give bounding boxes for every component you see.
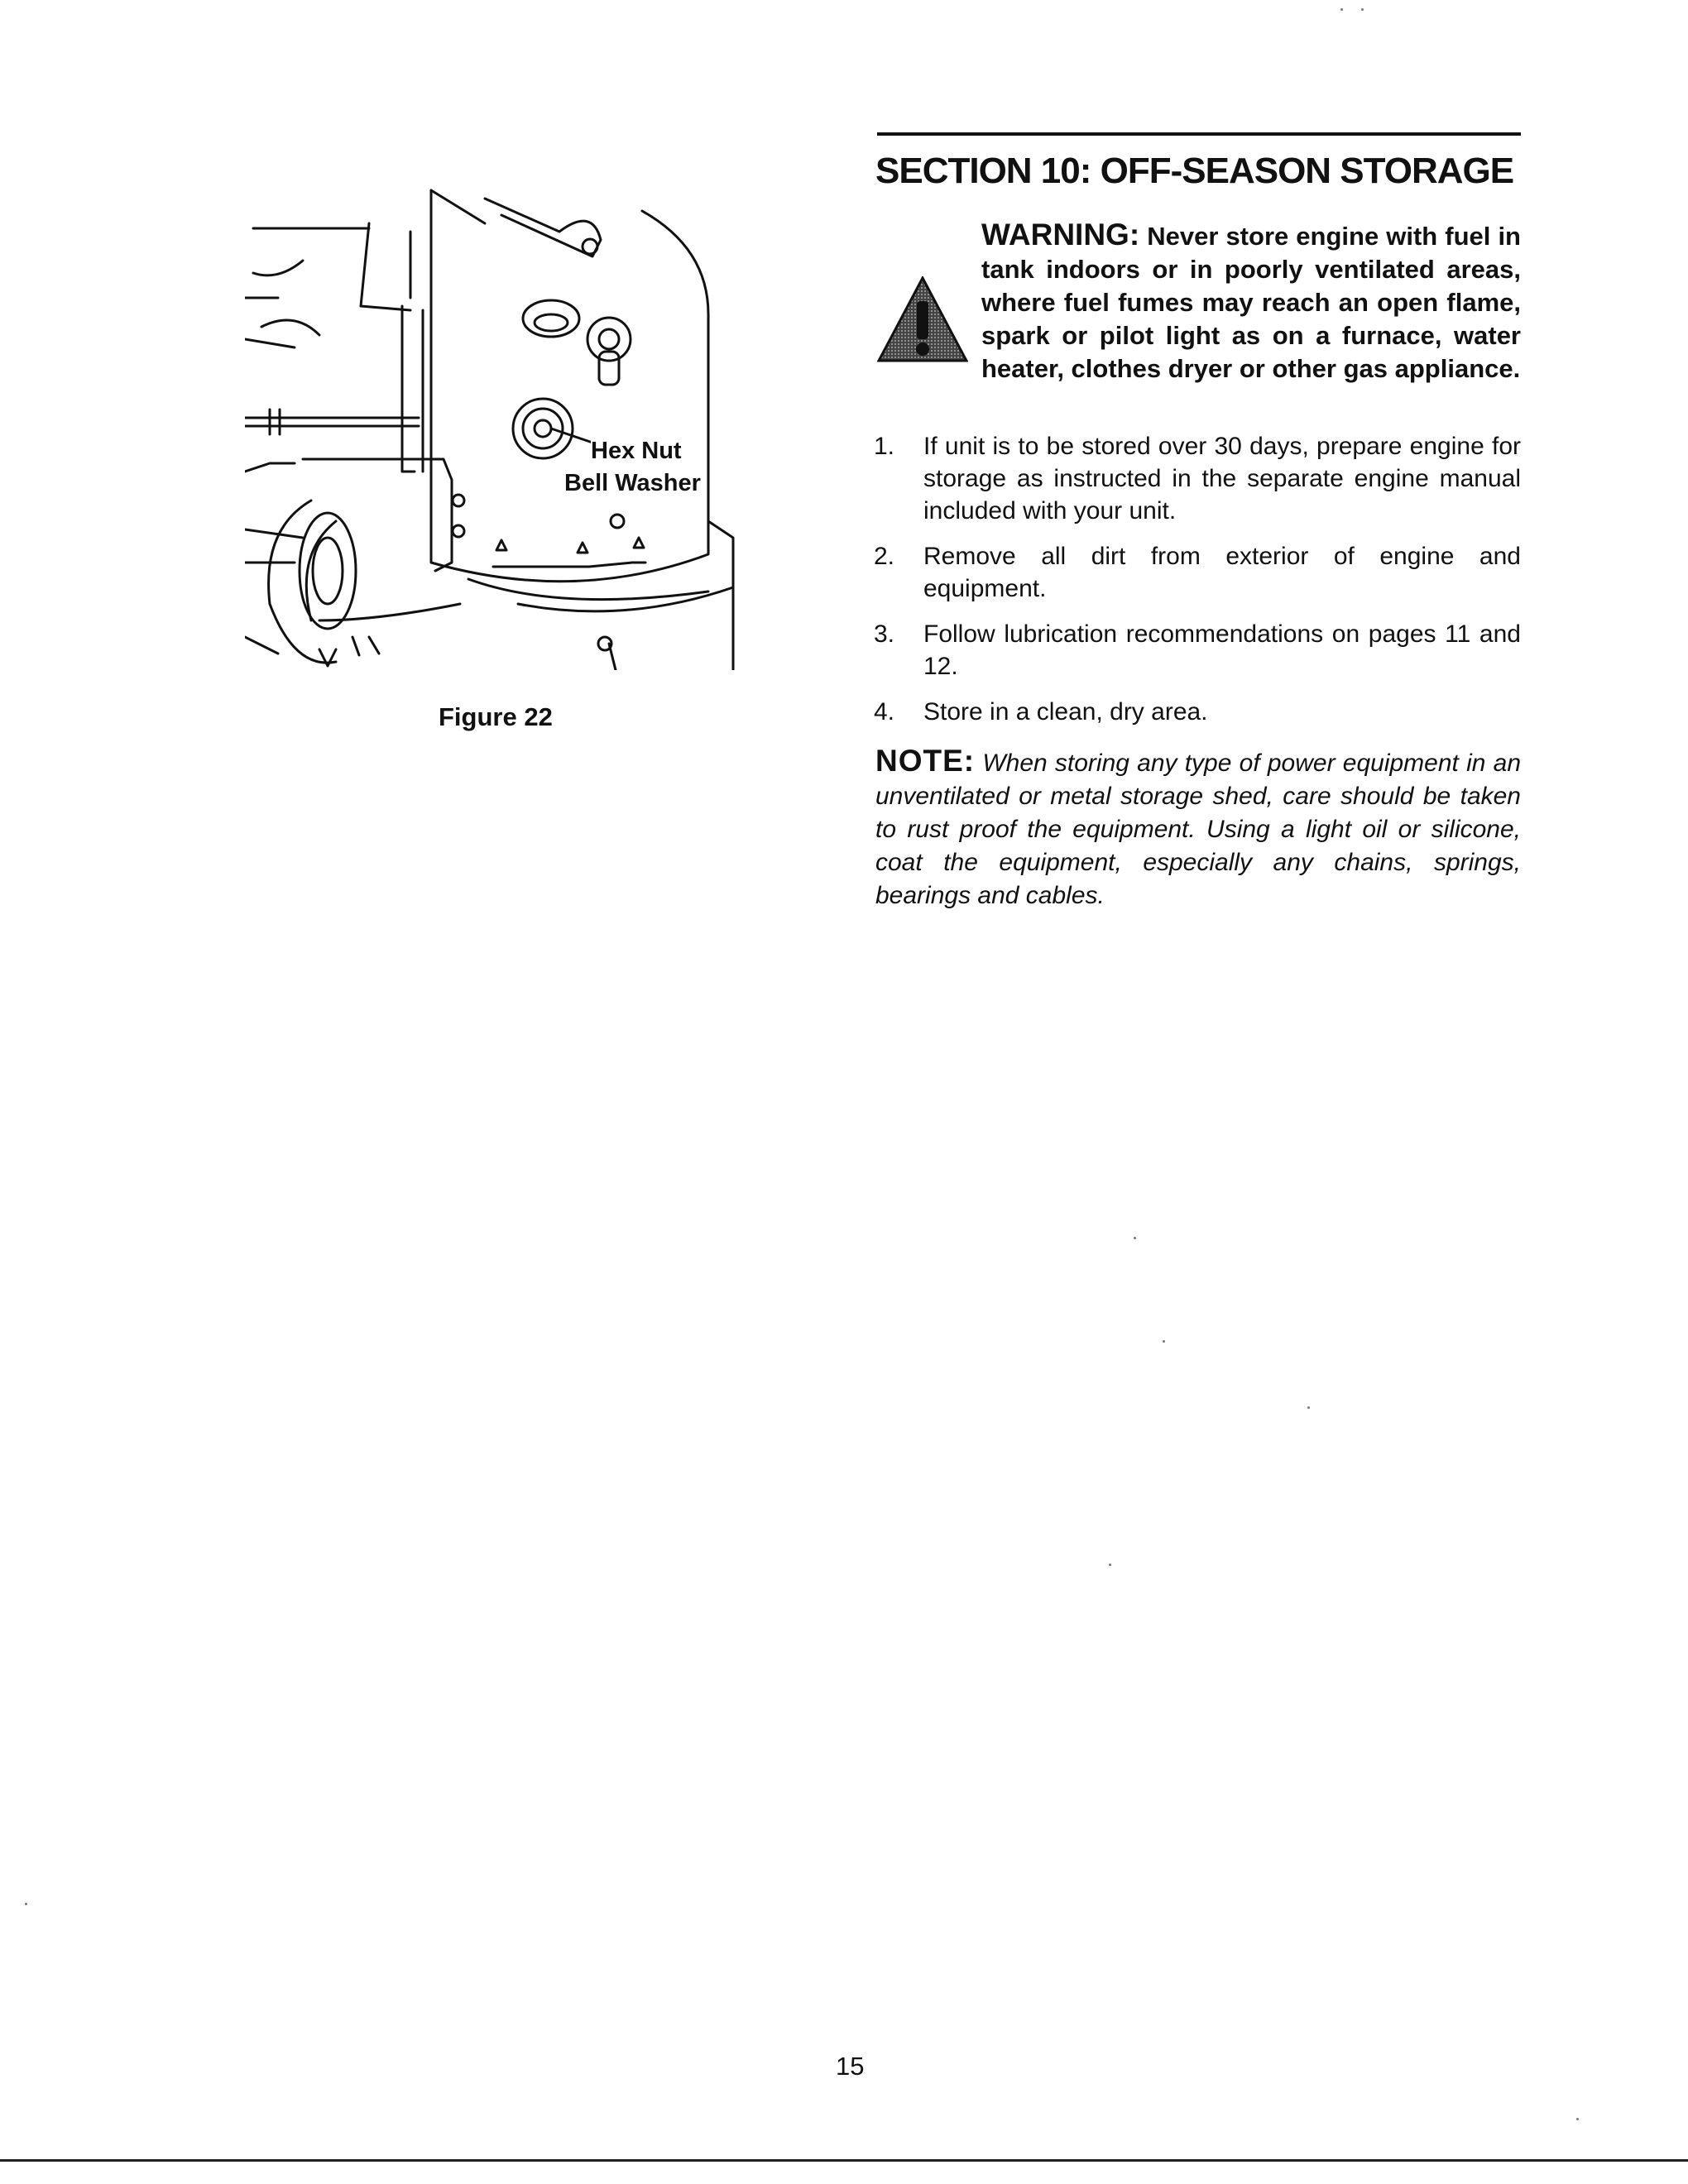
hex-nut-callout: Hex Nut — [591, 438, 682, 464]
scan-speck — [1307, 1406, 1310, 1409]
section-top-rule — [877, 132, 1521, 136]
scan-speck — [1576, 2118, 1579, 2120]
list-item — [874, 430, 1521, 527]
step-text: Follow lubrication recommendations on pages 11 and 12. — [923, 620, 1521, 680]
footer-rule — [0, 2159, 1688, 2162]
storage-steps-list — [874, 430, 1521, 728]
list-item — [874, 618, 1521, 682]
step-number: 4. — [874, 698, 895, 726]
bell-washer-callout: Bell Washer — [564, 470, 701, 496]
step-text: Store in a clean, dry area. — [923, 698, 1208, 726]
figure-22-illustration — [245, 174, 745, 670]
warning-label: WARNING: — [981, 218, 1140, 251]
scan-speck — [25, 1903, 27, 1905]
warning-triangle-icon — [877, 276, 968, 362]
step-text: If unit is to be stored over 30 days, prepare engine for storage as instructed in the separate engine manual included with your unit. — [923, 433, 1521, 524]
step-number: 1. — [874, 433, 895, 460]
scan-speck — [1134, 1237, 1136, 1239]
step-number: 2. — [874, 543, 895, 570]
step-text: Remove all dirt from exterior of engine and equipment. — [923, 543, 1521, 602]
figure-caption: Figure 22 — [439, 702, 553, 731]
list-item — [874, 696, 1521, 728]
note-label: NOTE: — [875, 744, 976, 778]
list-item — [874, 540, 1521, 605]
note-paragraph — [875, 745, 1521, 912]
note-body: When storing any type of power equipment in an unventilated or metal storage shed, care should be taken to rust proof the equipment. Using a light oil or silicone, coat the equipment, especially any chains, springs, bearings and cables. — [875, 750, 1521, 909]
scan-speck — [1340, 8, 1343, 11]
warning-paragraph — [981, 218, 1521, 386]
section-title: SECTION 10: OFF-SEASON STORAGE — [875, 151, 1514, 191]
page-number: 15 — [836, 2052, 865, 2081]
warning-body: Never store engine with fuel in tank indoors or in poorly ventilated areas, where fuel fumes may reach an open flame, spark or pilot light as on a furnace, water heater, clothes dryer or other gas appliance. — [981, 222, 1521, 383]
step-number: 3. — [874, 620, 895, 648]
scan-speck — [1109, 1564, 1111, 1566]
scan-speck — [1163, 1340, 1165, 1343]
scan-speck — [1361, 8, 1364, 11]
